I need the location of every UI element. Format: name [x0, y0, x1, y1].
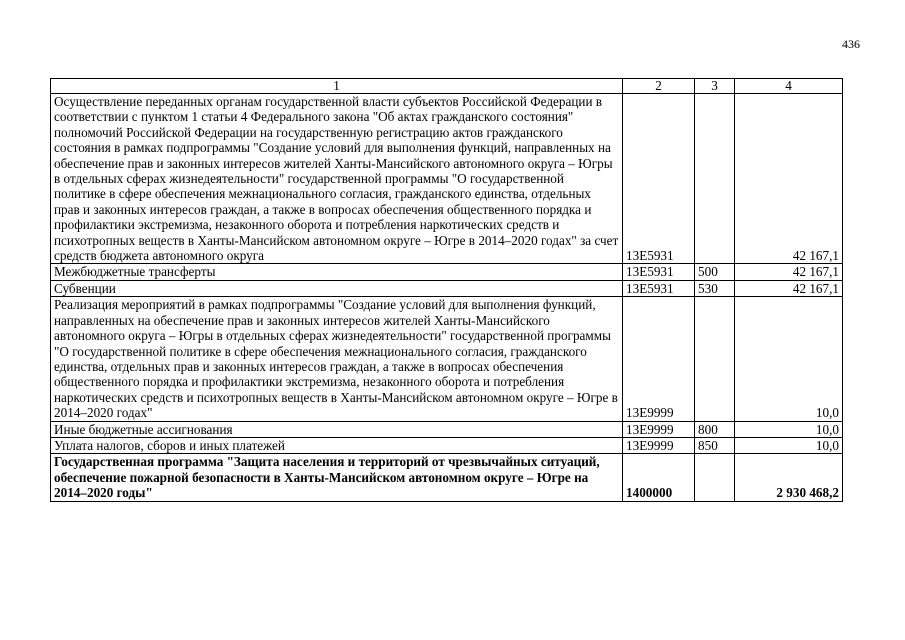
row-group: 800 — [695, 421, 735, 437]
table-header-row — [51, 79, 843, 94]
row-name: Государственная программа "Защита населения и территорий от чрезвычайных ситуаций, обеспечение пожарной безопасности в Ханты-Мансийском автономном округе – Югре на 2014–2020 годы" — [51, 454, 623, 501]
row-code: 13Е9999 — [623, 421, 695, 437]
row-group: 850 — [695, 437, 735, 453]
row-group: 500 — [695, 264, 735, 280]
row-group: 530 — [695, 280, 735, 296]
table-row-program-total — [51, 454, 843, 501]
row-code: 1400000 — [623, 454, 695, 501]
column-header-code: 2 — [623, 79, 695, 94]
row-name: Реализация мероприятий в рамках подпрограммы "Создание условий для выполнения функций, направленных на обеспечение прав и законных интересов жителей Ханты-Мансийского автономного округа – Югры в отдельных сферах жизнедеятельности" государственной программы "О государственной политике в сфере обеспечения межнационального согласия, гражданского единства, отдельных прав и законных интересов граждан, а также в вопросах обеспечения общественного порядка и профилактики экстремизма, незаконного оборота и потребления наркотических средств и психотропных веществ в Ханты-Мансийском автономном округе – Югре в 2014–2020 годах" — [51, 297, 623, 421]
table-row — [51, 280, 843, 296]
row-name: Осуществление переданных органам государственной власти субъектов Российской Федерации в соответствии с пунктом 1 статьи 4 Федерального закона "Об актах гражданского состояния" полномочий Российской Федерации на государственную регистрацию актов гражданского состояния в рамках подпрограммы "Создание условий для выполнения функций, направленных на обеспечение прав и законных интересов жителей Ханты-Мансийского автономного округа – Югры в отдельных сферах жизнедеятельности" государственной программы "О государственной политике в сфере обеспечения межнационального согласия, гражданского единства, отдельных прав и законных интересов граждан, а также в вопросах обеспечения общественного порядка и профилактики экстремизма, незаконного оборота и потребления наркотических средств и психотропных веществ в Ханты-Мансийском автономном округе – Югре в 2014–2020 годах" за счет средств бюджета автономного округа — [51, 94, 623, 264]
row-code: 13Е5931 — [623, 280, 695, 296]
page-number: 436 — [842, 37, 860, 51]
row-amount: 42 167,1 — [735, 264, 843, 280]
row-name: Уплата налогов, сборов и иных платежей — [51, 437, 623, 453]
row-amount: 42 167,1 — [735, 280, 843, 296]
budget-table — [50, 78, 843, 502]
row-name: Иные бюджетные ассигнования — [51, 421, 623, 437]
row-name: Межбюджетные трансферты — [51, 264, 623, 280]
row-amount: 42 167,1 — [735, 94, 843, 264]
row-code: 13Е9999 — [623, 437, 695, 453]
row-amount: 10,0 — [735, 437, 843, 453]
row-amount: 10,0 — [735, 297, 843, 421]
table-row — [51, 264, 843, 280]
row-name: Субвенции — [51, 280, 623, 296]
table-row — [51, 437, 843, 453]
column-header-amount: 4 — [735, 79, 843, 94]
column-header-group: 3 — [695, 79, 735, 94]
row-group — [695, 454, 735, 501]
row-group — [695, 297, 735, 421]
row-code: 13Е5931 — [623, 264, 695, 280]
column-header-name: 1 — [51, 79, 623, 94]
row-code: 13Е5931 — [623, 94, 695, 264]
table-row — [51, 94, 843, 264]
row-amount: 2 930 468,2 — [735, 454, 843, 501]
row-code: 13Е9999 — [623, 297, 695, 421]
row-group — [695, 94, 735, 264]
table-row — [51, 421, 843, 437]
row-amount: 10,0 — [735, 421, 843, 437]
table-row — [51, 297, 843, 421]
